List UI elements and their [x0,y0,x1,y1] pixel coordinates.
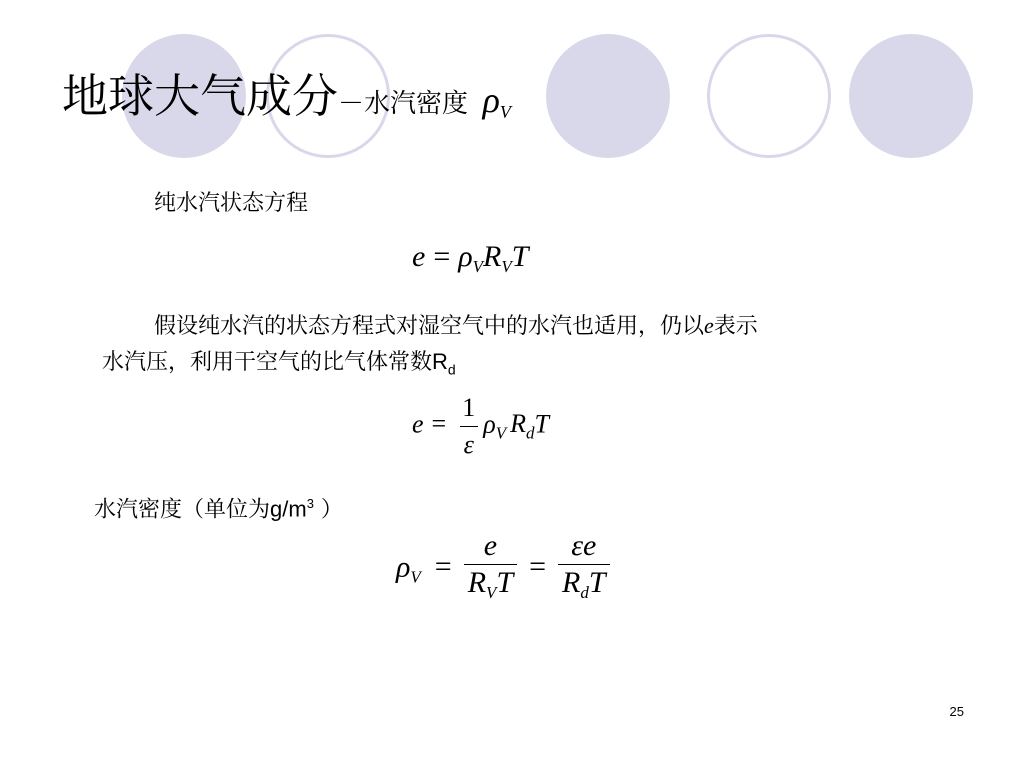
fraction-e-over-RvT: $\frac{e}{R_VT}$ [464,528,517,611]
equation-1: $e = \rho_VR_VT$ [412,240,529,276]
fraction-epse-over-RdT: $\frac{\varepsilon e}{R_dT}$ [558,528,610,611]
title-sub: －水汽密度 [338,89,469,119]
paragraph-line-2: 水汽压，利用干空气的比气体常数$R_d$ [102,349,456,378]
title-main: 地球大气成分 [62,69,338,123]
title-symbol: $\rho_V$ [482,80,511,122]
heading-state-equation: 纯水汽状态方程 [154,191,309,216]
equation-3: $\rho_V$ = $\frac{e}{R_VT}$ = $\frac{\varepsilon e}{R_dT}$ [396,528,614,611]
heading-vapor-density: 水汽密度（单位为$g/m^3$ ） [94,496,343,523]
equation-2: e = $\frac{1}{\varepsilon}$ $\rho_V$ $R_dT$ [412,390,549,463]
paragraph-line-1: 假设纯水汽的状态方程式对湿空气中的水汽也适用，仍以e表示 [154,313,758,339]
slide-title [62,66,511,142]
decor-circle-5 [849,34,973,158]
page-number: 25 [949,704,964,719]
fraction-1-over-epsilon: $\frac{1}{\varepsilon}$ [458,390,479,463]
decor-circle-3 [546,34,670,158]
decor-circle-4 [707,34,831,158]
